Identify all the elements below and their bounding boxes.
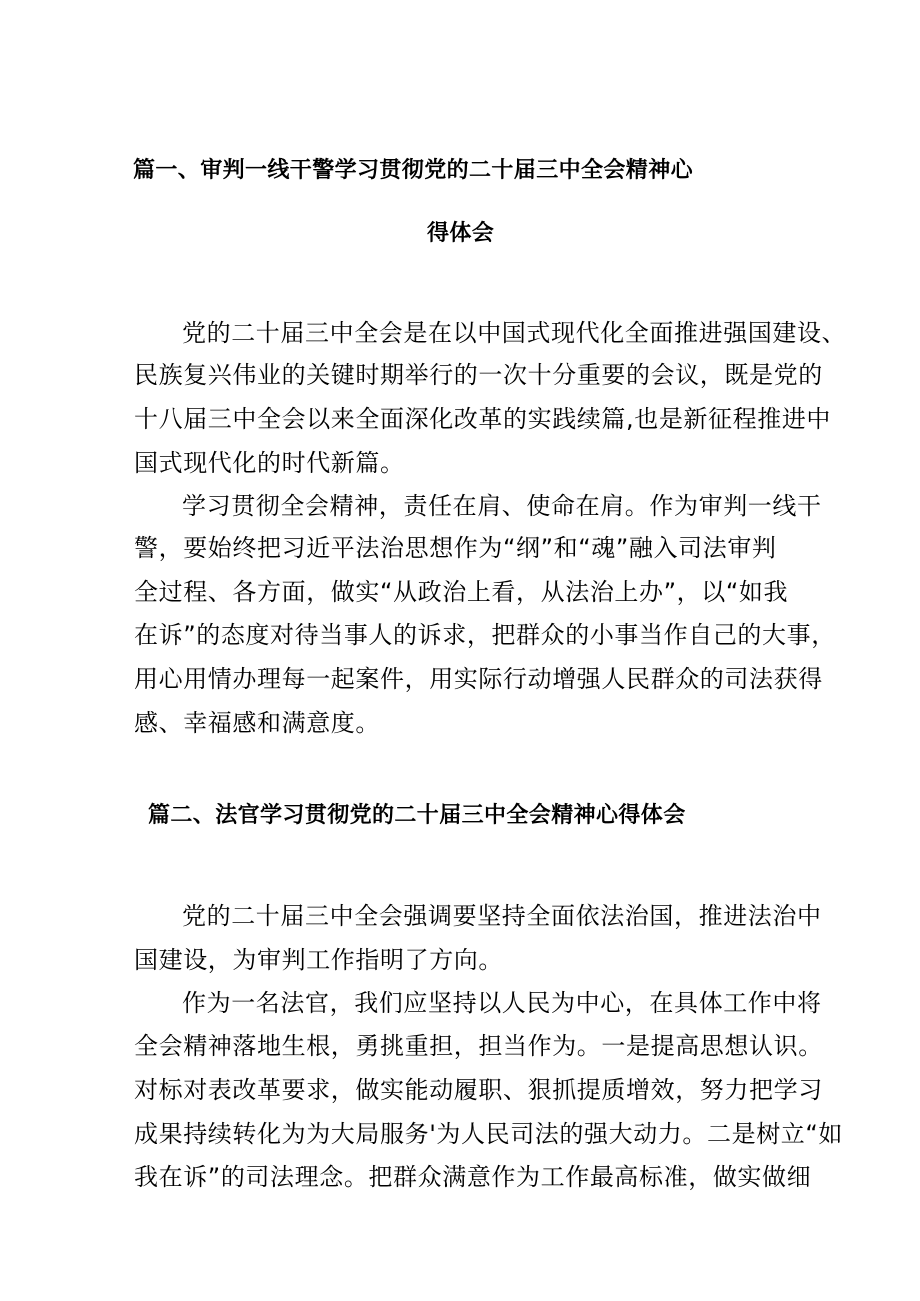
section2-para2-line: 我在诉”的司法理念。把群众满意作为工作最高标准，做实做细 <box>134 1163 812 1191</box>
section2-para2-line: 成果持续转化为为大局服务'为人民司法的强大动力。二是树立“如 <box>134 1120 844 1148</box>
section1-para2-line: 全过程、各方面，做实“从政治上看，从法治上办”，以“如我 <box>134 578 789 606</box>
section1-para2-line: 学习贯彻全会精神，责任在肩、使命在肩。作为审判一线干 <box>182 492 822 520</box>
section1-para2-line: 感、幸福感和满意度。 <box>134 709 380 737</box>
section2-para1-line: 国建设，为审判工作指明了方向。 <box>134 946 503 974</box>
section1-para1-line: 十八届三中全会以来全面深化改革的实践续篇,也是新征程推进中 <box>134 405 832 433</box>
section2-para2-line: 全会精神落地生根，勇挑重担，担当作为。一是提高思想认识。 <box>134 1032 823 1060</box>
section1-para2-line: 用心用情办理每一起案件，用实际行动增强人民群众的司法获得 <box>134 665 823 693</box>
section1-para2-line: 警，要始终把习近平法治思想作为“纲”和“魂”融入司法审判 <box>134 534 777 562</box>
section2-title: 篇二、法官学习贯彻党的二十届三中全会精神心得体会 <box>148 803 686 828</box>
section1-title-line2: 得体会 <box>427 221 495 246</box>
section2-para1-line: 党的二十届三中全会强调要坚持全面依法治国，推进法治中 <box>182 902 822 930</box>
section2-para2-line: 作为一名法官，我们应坚持以人民为中心，在具体工作中将 <box>182 989 822 1017</box>
section2-para2-line: 对标对表改革要求，做实能动履职、狠抓提质增效，努力把学习 <box>134 1076 823 1104</box>
section1-para1-line: 党的二十届三中全会是在以中国式现代化全面推进强国建设、 <box>182 319 847 347</box>
section1-para1-line: 民族复兴伟业的关键时期举行的一次十分重要的会议，既是党的 <box>134 361 823 389</box>
section1-para1-line: 国式现代化的时代新篇。 <box>134 449 405 477</box>
section1-para2-line: 在诉”的态度对待当事人的诉求，把群众的小事当作自己的大事， <box>134 621 836 649</box>
section1-title-line1: 篇一、审判一线干警学习贯彻党的二十届三中全会精神心 <box>133 158 694 183</box>
